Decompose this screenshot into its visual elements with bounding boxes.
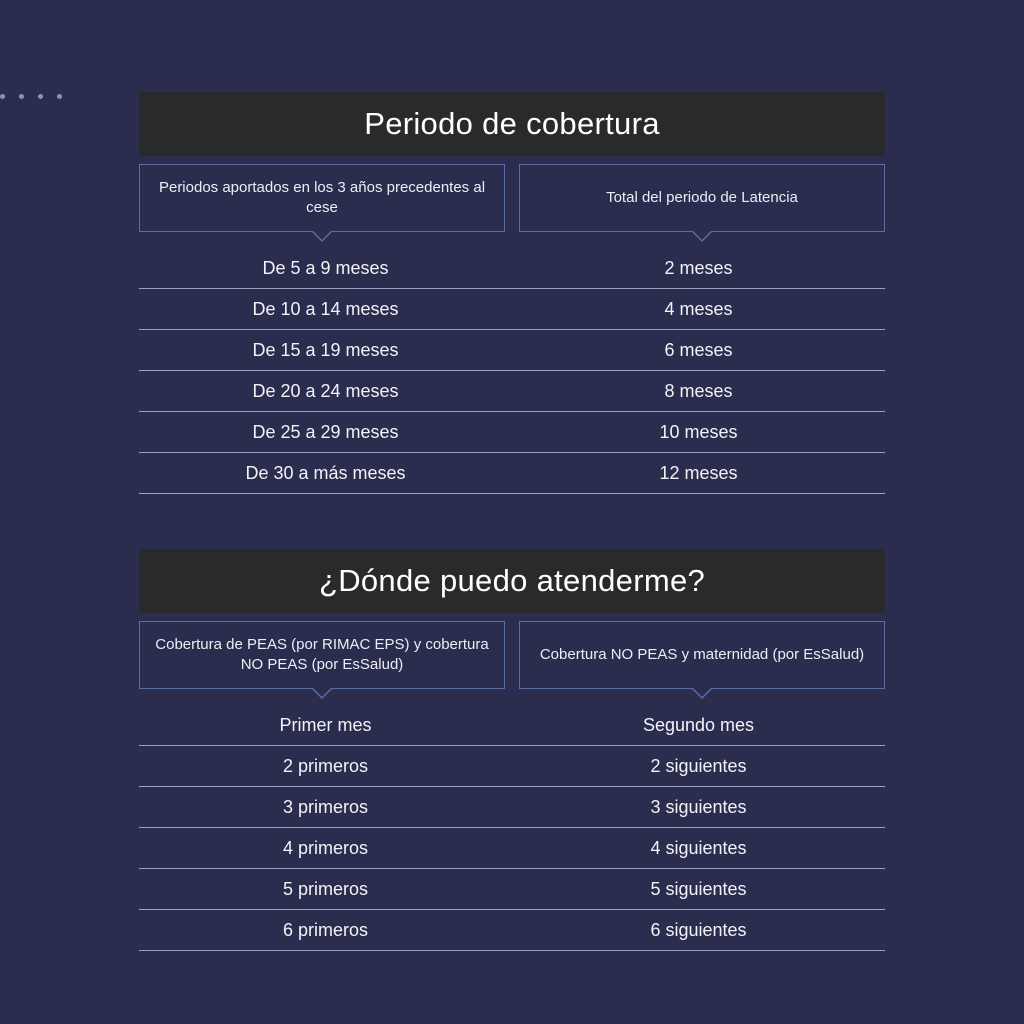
cell-right: 6 meses	[664, 339, 733, 360]
cell-left: 6 primeros	[282, 919, 369, 940]
cell-right: Segundo mes	[642, 714, 755, 735]
table-row	[139, 289, 885, 330]
column-header-left-label: Cobertura de PEAS (por RIMAC EPS) y cobertura NO PEAS (por EsSalud)	[155, 635, 489, 673]
dot-icon	[57, 94, 62, 99]
cell-right: 2 siguientes	[650, 755, 747, 776]
cell-right: 10 meses	[659, 421, 738, 442]
cell-right: 4 siguientes	[650, 837, 747, 858]
column-header-right	[519, 164, 885, 232]
data-rows	[139, 705, 885, 951]
cell-right: 12 meses	[659, 462, 738, 483]
column-headers	[139, 621, 885, 689]
column-header-right-label: Cobertura NO PEAS y maternidad (por EsSalud)	[539, 645, 865, 663]
column-header-right-label: Total del periodo de Latencia	[606, 188, 798, 206]
section-banner	[139, 549, 885, 613]
decorative-dots	[0, 94, 62, 99]
data-rows	[139, 248, 885, 494]
cell-right: 6 siguientes	[650, 919, 747, 940]
table-row	[139, 453, 885, 494]
table-row	[139, 248, 885, 289]
section-banner	[139, 92, 885, 156]
dot-icon	[0, 94, 5, 99]
cell-right: 4 meses	[664, 298, 733, 319]
table-row	[139, 705, 885, 746]
section-title: Periodo de cobertura	[364, 106, 660, 141]
table-row	[139, 746, 885, 787]
cell-left: 4 primeros	[282, 837, 369, 858]
cell-right: 5 siguientes	[650, 878, 747, 899]
cell-left: 3 primeros	[282, 796, 369, 817]
cell-right: 3 siguientes	[650, 796, 747, 817]
section-donde-puedo-atenderme	[139, 549, 885, 951]
cell-left: De 25 a 29 meses	[252, 421, 399, 442]
table-row	[139, 371, 885, 412]
dot-icon	[19, 94, 24, 99]
column-header-right	[519, 621, 885, 689]
column-header-left	[139, 621, 505, 689]
section-periodo-de-cobertura	[139, 92, 885, 494]
cell-right: 8 meses	[664, 380, 733, 401]
cell-left: 5 primeros	[282, 878, 369, 899]
cell-left: Primer mes	[279, 714, 372, 735]
cell-left: De 15 a 19 meses	[252, 339, 399, 360]
cell-left: De 20 a 24 meses	[252, 380, 399, 401]
dot-icon	[38, 94, 43, 99]
table-row	[139, 330, 885, 371]
cell-left: De 30 a más meses	[245, 462, 406, 483]
cell-left: De 10 a 14 meses	[252, 298, 399, 319]
table-row	[139, 910, 885, 951]
cell-left: 2 primeros	[282, 755, 369, 776]
cell-left: De 5 a 9 meses	[262, 257, 389, 278]
table-row	[139, 828, 885, 869]
section-title: ¿Dónde puedo atenderme?	[318, 563, 706, 598]
column-header-left	[139, 164, 505, 232]
table-row	[139, 869, 885, 910]
cell-right: 2 meses	[664, 257, 733, 278]
column-headers	[139, 164, 885, 232]
table-row	[139, 787, 885, 828]
table-row	[139, 412, 885, 453]
column-header-left-label: Periodos aportados en los 3 años precedentes al cese	[158, 178, 486, 216]
